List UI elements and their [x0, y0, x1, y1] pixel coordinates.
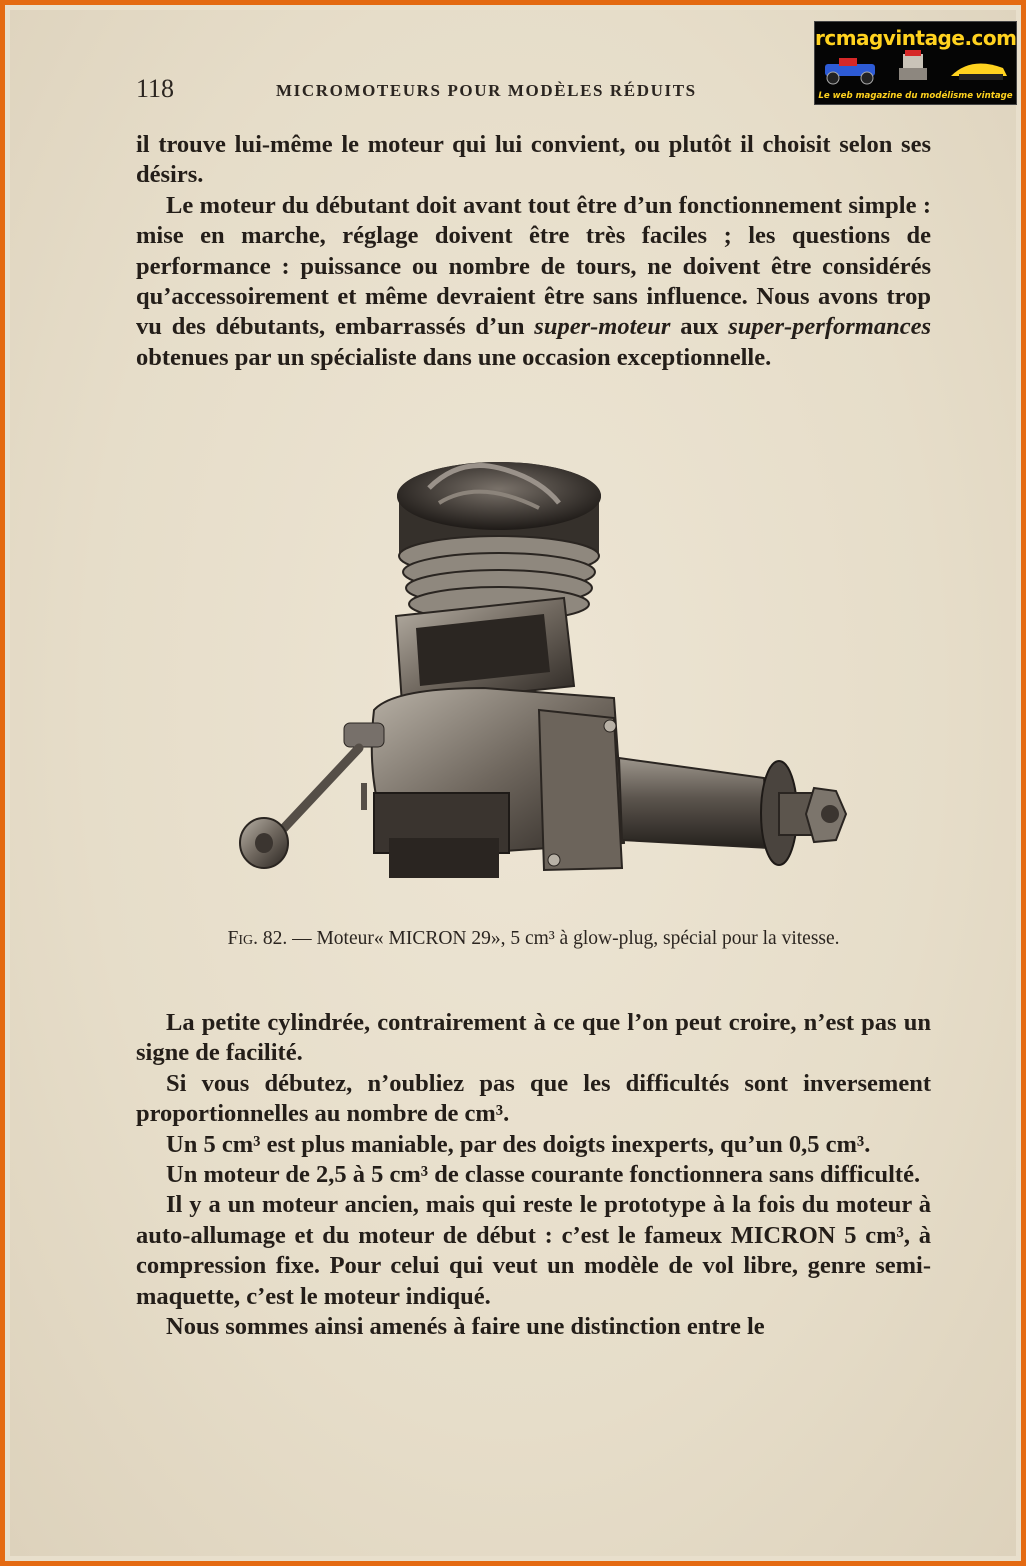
paragraph: La petite cylindrée, contrairement à ce que l’on peut croire, n’est pas un signe de facilité. — [136, 1009, 931, 1067]
paragraph: Un 5 cm³ est plus maniable, par des doigts inexperts, qu’un 0,5 cm³. — [166, 1130, 871, 1158]
engine-photo — [224, 448, 848, 920]
site-logo[interactable] — [814, 21, 1017, 105]
page-header — [136, 74, 796, 108]
caption-text: — Moteur« MICRON 29», 5 cm³ à glow-plug, spécial pour la vitesse. — [287, 928, 840, 949]
figure-label: Fig. 82. — [227, 928, 288, 949]
book-page — [10, 10, 1016, 1556]
paragraph: Il y a un moteur ancien, mais qui reste le prototype à la fois du moteur à auto-allumage et du moteur de début : c’est le fameux MICRON 5 cm³, à compression fixe. Pour celui qui veut un modèle de vol libre, genre semi-maquette, c’est le moteur indiqué. — [136, 1191, 931, 1310]
emphasis: super-performances — [728, 313, 931, 341]
paragraph: Si vous débutez, n’oubliez pas que les difficultés sont inversement proportionnelles au nombre de cm³. — [136, 1069, 931, 1128]
paragraph: Le moteur du débutant doit avant tout être d’un fonctionnement simple : mise en marche, réglage doivent être très faciles ; les questions de performance : puissance ou nombre de tours, ne doivent être considérés qu’accessoirement et même devraient être sans influence. Nous avons trop vu des débutants, embarrassés d’un super-moteur aux super-performances obtenues par un spécialiste dans une occasion exceptionnelle. — [136, 191, 931, 371]
paragraph: il trouve lui-même le moteur qui lui convient, ou plutôt il choisit selon ses désirs. — [136, 131, 931, 189]
paragraph: Nous sommes ainsi amenés à faire une distinction entre le — [166, 1313, 765, 1341]
logo-name: rcmagvintage.com — [815, 26, 1017, 50]
text-block-top — [136, 130, 931, 373]
vehicles-logo-icon — [821, 50, 1011, 86]
figure-caption — [136, 928, 931, 950]
paragraph: Un moteur de 2,5 à 5 cm³ de classe courante fonctionnera sans difficulté. — [166, 1161, 921, 1189]
emphasis: super-moteur — [534, 313, 671, 341]
logo-tagline: Le web magazine du modélisme vintage — [818, 91, 1013, 101]
page-number: 118 — [136, 74, 175, 103]
text-block-bottom — [136, 1008, 931, 1342]
running-title: MICROMOTEURS POUR MODÈLES RÉDUITS — [276, 81, 697, 100]
